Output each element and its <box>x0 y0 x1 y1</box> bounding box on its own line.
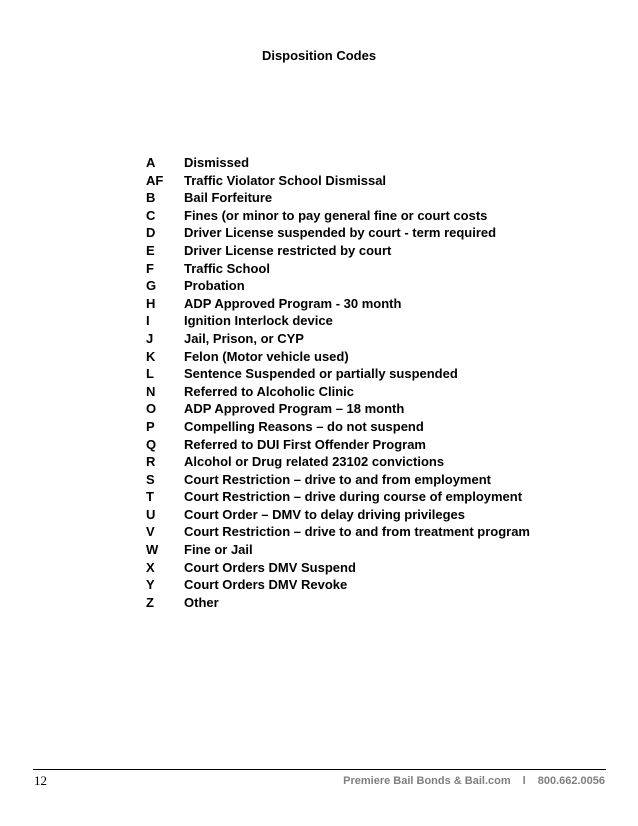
code-row <box>146 154 530 172</box>
disposition-code-list <box>146 154 530 611</box>
code-row <box>146 418 530 436</box>
code-description: Referred to DUI First Offender Program <box>184 436 426 452</box>
code-row <box>146 330 530 348</box>
code-row <box>146 453 530 471</box>
code-row <box>146 523 530 541</box>
code-row <box>146 277 530 295</box>
code-row <box>146 383 530 401</box>
code-description: Traffic School <box>184 260 270 276</box>
code-row <box>146 348 530 366</box>
code-letter: Y <box>146 577 155 593</box>
code-letter: E <box>146 242 155 258</box>
code-letter: Z <box>146 594 154 610</box>
code-letter: P <box>146 418 155 434</box>
code-description: Court Order – DMV to delay driving privileges <box>184 506 466 522</box>
code-description: Alcohol or Drug related 23102 convictions <box>184 454 445 470</box>
code-description: Sentence Suspended or partially suspended <box>184 366 458 382</box>
code-letter: I <box>146 313 150 329</box>
code-letter: S <box>146 471 155 487</box>
code-letter: W <box>146 542 159 558</box>
footer-separator: l <box>522 775 526 787</box>
code-letter: Q <box>146 436 157 452</box>
code-letter: O <box>146 401 157 417</box>
code-row <box>146 471 530 489</box>
page-title: Disposition Codes <box>261 48 377 63</box>
code-description: Fines (or minor to pay general fine or court costs <box>184 207 488 223</box>
code-letter: T <box>146 489 154 505</box>
code-description: Court Restriction – drive to and from treatment program <box>184 524 530 540</box>
code-description: Dismissed <box>184 155 250 170</box>
code-row <box>146 172 530 190</box>
code-row <box>146 576 530 594</box>
code-row <box>146 295 530 313</box>
code-description: Court Orders DMV Suspend <box>184 559 356 575</box>
code-description: Ignition Interlock device <box>184 313 333 329</box>
code-letter: D <box>146 225 156 241</box>
code-description: Driver License restricted by court <box>184 242 392 258</box>
code-letter: G <box>146 278 157 294</box>
code-description: Court Orders DMV Revoke <box>184 577 348 593</box>
code-letter: F <box>146 260 154 276</box>
code-row <box>146 242 530 260</box>
code-letter: H <box>146 295 156 311</box>
code-row <box>146 260 530 278</box>
code-description: Referred to Alcoholic Clinic <box>184 383 354 399</box>
code-letter: U <box>146 506 156 522</box>
code-row <box>146 365 530 383</box>
code-description: Other <box>184 594 219 610</box>
code-description: Court Restriction – drive during course of employment <box>184 489 523 505</box>
code-letter: C <box>146 207 156 223</box>
code-letter: J <box>146 330 154 346</box>
code-description: Bail Forfeiture <box>184 190 273 206</box>
code-letter: V <box>146 524 155 540</box>
code-row <box>146 559 530 577</box>
code-letter: N <box>146 383 156 399</box>
code-row <box>146 436 530 454</box>
code-row <box>146 207 530 225</box>
code-letter: L <box>146 366 154 382</box>
code-row <box>146 400 530 418</box>
code-letter: A <box>146 155 156 170</box>
code-description: Felon (Motor vehicle used) <box>184 348 349 364</box>
code-description: Fine or Jail <box>184 542 253 558</box>
code-description: Jail, Prison, or CYP <box>184 330 304 346</box>
code-row <box>146 506 530 524</box>
footer-company-info <box>343 775 605 787</box>
code-letter: AF <box>146 172 164 188</box>
code-description: Driver License suspended by court - term required <box>184 225 497 241</box>
code-letter: R <box>146 454 156 470</box>
code-letter: B <box>146 190 156 206</box>
code-letter: X <box>146 559 155 575</box>
footer-company-name: Premiere Bail Bonds & Bail.com <box>343 775 511 787</box>
code-row <box>146 224 530 242</box>
code-description: Traffic Violator School Dismissal <box>184 172 387 188</box>
page-number: 12 <box>34 773 47 788</box>
code-row <box>146 594 530 612</box>
code-description: Court Restriction – drive to and from employment <box>184 471 491 487</box>
code-description: ADP Approved Program – 18 month <box>184 401 405 417</box>
code-letter: K <box>146 348 156 364</box>
code-row <box>146 488 530 506</box>
code-description: ADP Approved Program - 30 month <box>184 295 402 311</box>
code-row <box>146 541 530 559</box>
footer-divider <box>33 769 606 770</box>
code-description: Probation <box>184 278 245 294</box>
footer-phone: 800.662.0056 <box>537 775 605 787</box>
code-row <box>146 312 530 330</box>
code-description: Compelling Reasons – do not suspend <box>184 418 424 434</box>
code-row <box>146 189 530 207</box>
